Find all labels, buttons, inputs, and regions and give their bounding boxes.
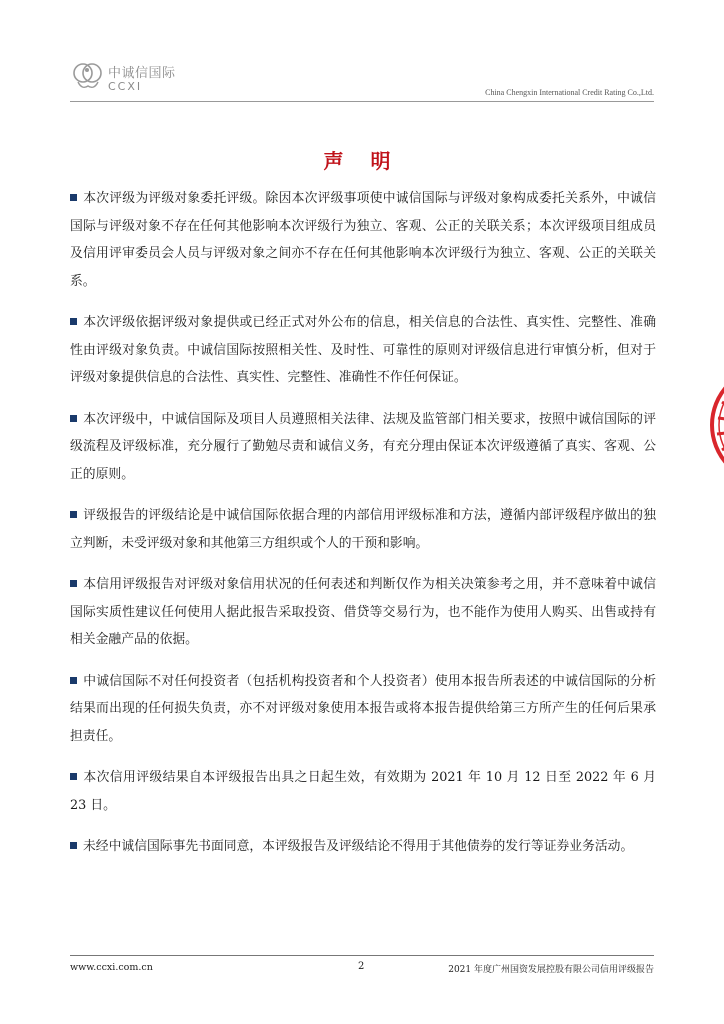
square-bullet-icon (70, 318, 77, 325)
ccxi-logo-icon (70, 56, 106, 96)
statement-paragraph (70, 764, 656, 819)
footer-website: www.ccxi.com.cn (70, 962, 153, 973)
page-number: 2 (358, 961, 365, 972)
statement-paragraph (70, 502, 656, 557)
paragraph-text: 中诚信国际不对任何投资者（包括机构投资者和个人投资者）使用本报告所表述的中诚信国际的分析结果而出现的任何损失负责，亦不对评级对象使用本报告或将本报告提供给第三方所产生的任何后果承担责任。 (70, 673, 656, 744)
footer-report-title: 2021 年度广州国资发展控股有限公司信用评级报告 (448, 965, 654, 975)
paragraph-text: 本次评级为评级对象委托评级。除因本次评级事项使中诚信国际与评级对象构成委托关系外，中诚信国际与评级对象不存在任何其他影响本次评级行为独立、客观、公正的关联关系；本次评级项目组成员及信用评审委员会人员与评级对象之间亦不存在任何其他影响本次评级行为独立、客观、公正的关联关系。 (70, 191, 656, 289)
paragraph-text: 未经中诚信国际事先书面同意，本评级报告及评级结论不得用于其他债券的发行等证券业务活动。 (83, 839, 634, 854)
statement-body (70, 185, 656, 875)
statement-paragraph (70, 668, 656, 751)
statement-paragraph (70, 309, 656, 392)
statement-paragraph (70, 833, 656, 861)
page-title: 声 明 (323, 149, 401, 173)
page-header (0, 0, 724, 110)
paragraph-text: 本次信用评级结果自本评级报告出具之日起生效，有效期为 2021 年 10 月 12 日至 2022 年 6 月 23 日。 (70, 770, 656, 813)
square-bullet-icon (70, 677, 77, 684)
square-bullet-icon (70, 842, 77, 849)
ccxi-logo (70, 56, 180, 104)
square-bullet-icon (70, 580, 77, 587)
statement-paragraph (70, 571, 656, 654)
statement-paragraph (70, 185, 656, 295)
logo-chinese-text: 中诚信国际 (108, 66, 176, 81)
square-bullet-icon (70, 773, 77, 780)
footer-divider (70, 955, 654, 956)
statement-paragraph (70, 406, 656, 489)
logo-english-text: CCXI (108, 80, 143, 93)
square-bullet-icon (70, 415, 77, 422)
paragraph-text: 本信用评级报告对评级对象信用状况的任何表述和判断仅作为相关决策参考之用，并不意味着中诚信国际实质性建议任何使用人据此报告采取投资、借贷等交易行为，也不能作为使用人购买、出售或持有相关金融产品的依据。 (70, 577, 656, 647)
header-company-name: China Chengxin International Credit Rating Co.,Ltd. (485, 88, 654, 97)
square-bullet-icon (70, 194, 77, 201)
paragraph-text: 评级报告的评级结论是中诚信国际依据合理的内部信用评级标准和方法，遵循内部评级程序做出的独立判断，未受评级对象和其他第三方组织或个人的干预和影响。 (70, 508, 656, 551)
header-divider (70, 101, 654, 102)
company-seal-stamp (700, 360, 724, 490)
paragraph-text: 本次评级中，中诚信国际及项目人员遵照相关法律、法规及监管部门相关要求，按照中诚信国际的评级流程及评级标准，充分履行了勤勉尽责和诚信义务，有充分理由保证本次评级遵循了真实、客观、公正的原则。 (70, 411, 656, 482)
paragraph-text: 本次评级依据评级对象提供或已经正式对外公布的信息，相关信息的合法性、真实性、完整性、准确性由评级对象负责。中诚信国际按照相关性、及时性、可靠性的原则对评级信息进行审慎分析，但对于评级对象提供信息的合法性、真实性、完整性、准确性不作任何保证。 (70, 315, 656, 385)
square-bullet-icon (70, 511, 77, 518)
